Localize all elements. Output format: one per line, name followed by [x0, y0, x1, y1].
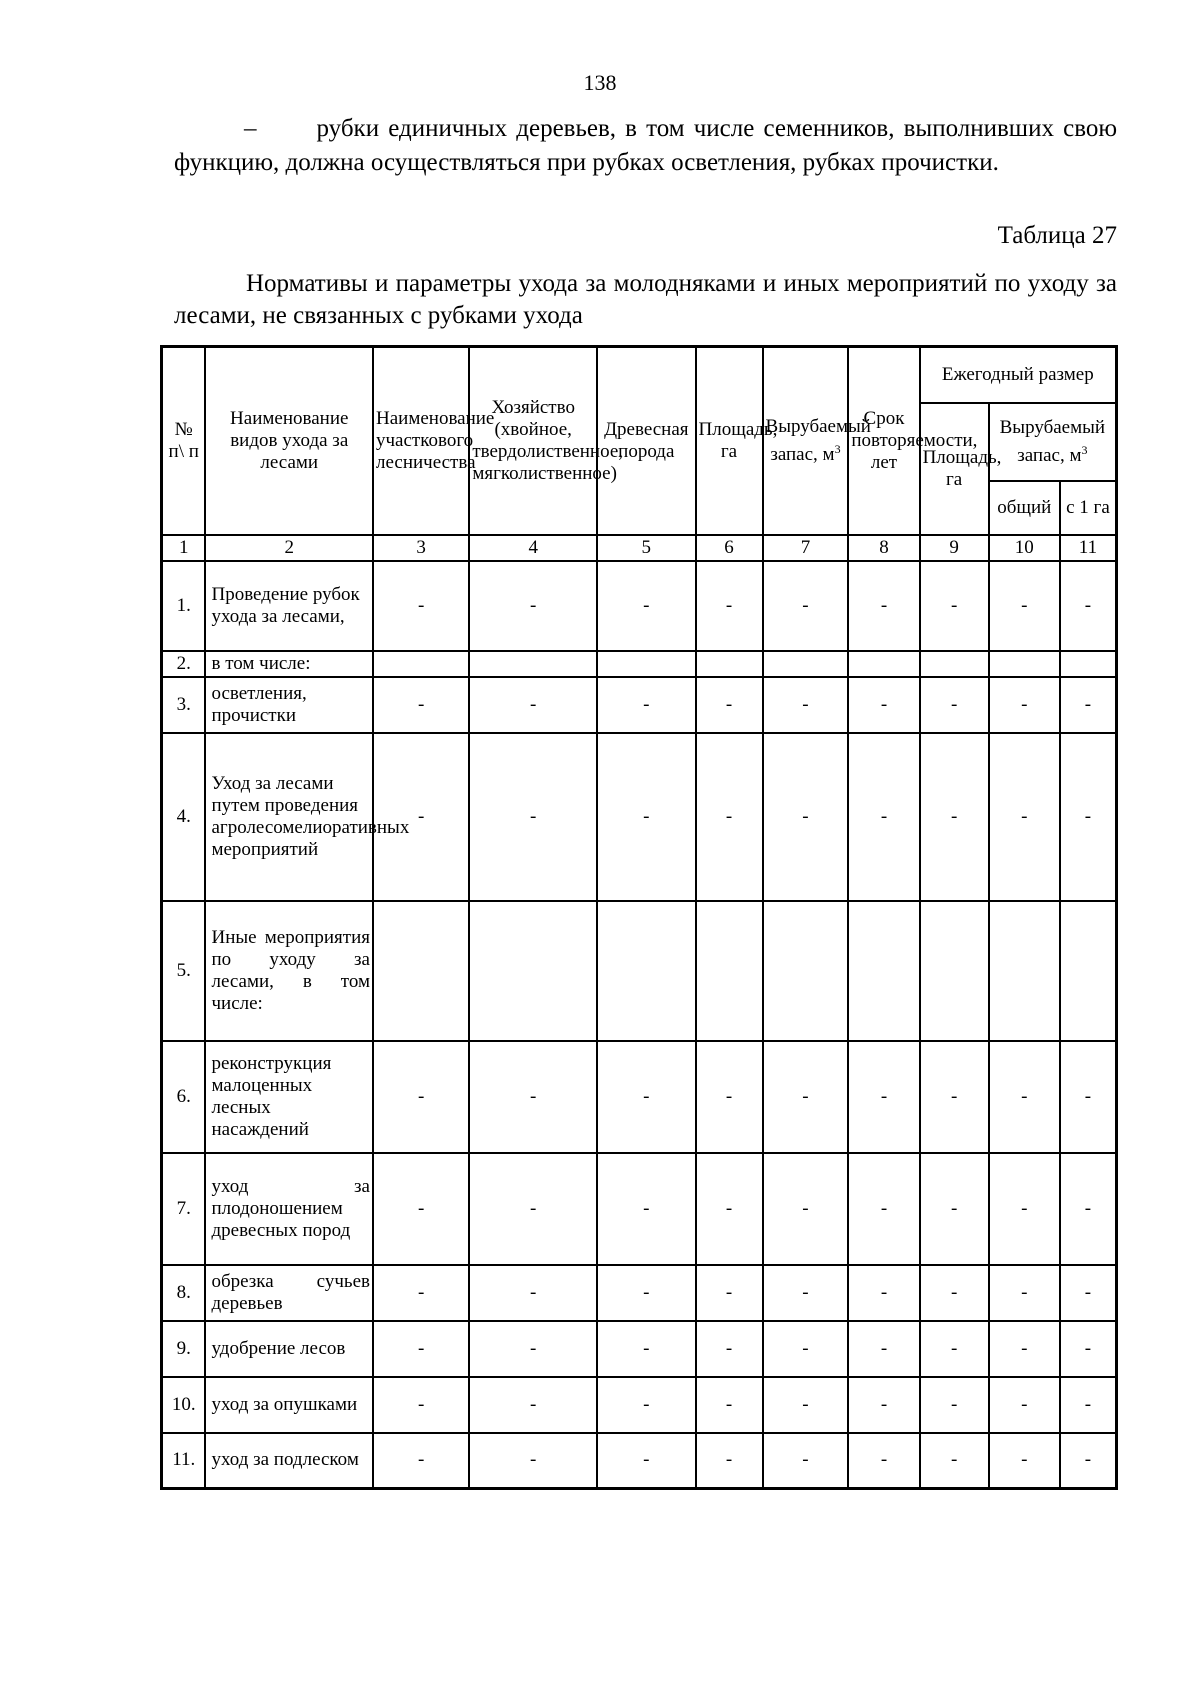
- row-value: [920, 901, 989, 1041]
- row-value: [469, 901, 597, 1041]
- row-value: -: [848, 1265, 919, 1321]
- row-value: -: [763, 1377, 849, 1433]
- row-number: 7.: [162, 1153, 206, 1265]
- row-value: -: [763, 1433, 849, 1489]
- row-name: удобрение лесов: [205, 1321, 373, 1377]
- row-value: -: [1060, 1265, 1117, 1321]
- row-value: -: [696, 1041, 763, 1153]
- row-value: -: [763, 1041, 849, 1153]
- header-volume: Вырубаемый запас, $м^3$: [763, 347, 849, 535]
- row-number: 5.: [162, 901, 206, 1041]
- row-number: 8.: [162, 1265, 206, 1321]
- row-value: -: [597, 1041, 695, 1153]
- row-value: -: [1060, 1041, 1117, 1153]
- row-value: -: [1060, 733, 1117, 901]
- row-name: Иные мероприятия по уходу за лесами, в том числе:: [205, 901, 373, 1041]
- table-row: [162, 1265, 1117, 1321]
- column-number: 10: [989, 535, 1060, 561]
- row-value: -: [469, 1265, 597, 1321]
- row-value: -: [1060, 1153, 1117, 1265]
- row-value: -: [696, 1433, 763, 1489]
- row-value: -: [597, 677, 695, 733]
- row-value: -: [597, 1153, 695, 1265]
- row-value: [763, 651, 849, 677]
- row-value: -: [920, 561, 989, 651]
- row-value: -: [763, 677, 849, 733]
- table-row: [162, 1377, 1117, 1433]
- row-value: [696, 651, 763, 677]
- row-value: [373, 901, 469, 1041]
- row-value: -: [920, 1041, 989, 1153]
- row-value: -: [597, 1433, 695, 1489]
- header-per-ha: с 1 га: [1060, 481, 1117, 535]
- column-number: 7: [763, 535, 849, 561]
- row-value: [920, 651, 989, 677]
- row-value: -: [696, 677, 763, 733]
- column-number: 1: [162, 535, 206, 561]
- row-value: -: [696, 1265, 763, 1321]
- row-value: [597, 651, 695, 677]
- row-number: 1.: [162, 561, 206, 651]
- row-value: [1060, 901, 1117, 1041]
- row-value: -: [373, 1041, 469, 1153]
- row-value: -: [989, 1265, 1060, 1321]
- table-caption: Нормативы и параметры ухода за молодняками и иных мероприятий по уходу за лесами, не связанных с рубками ухода: [174, 270, 1117, 329]
- row-value: -: [373, 733, 469, 901]
- column-number: 11: [1060, 535, 1117, 561]
- row-name: в том числе:: [205, 651, 373, 677]
- row-value: -: [848, 1153, 919, 1265]
- table-row: [162, 677, 1117, 733]
- row-value: [469, 651, 597, 677]
- row-value: -: [920, 1153, 989, 1265]
- row-value: -: [696, 733, 763, 901]
- row-value: [848, 901, 919, 1041]
- header-forestry: Наименование участкового лесничества: [373, 347, 469, 535]
- row-value: -: [597, 561, 695, 651]
- row-value: -: [848, 677, 919, 733]
- row-value: [597, 901, 695, 1041]
- row-value: -: [848, 733, 919, 901]
- header-area: Площадь, га: [696, 347, 763, 535]
- row-value: -: [597, 1321, 695, 1377]
- row-value: -: [469, 1041, 597, 1153]
- intro-paragraph: [174, 112, 1117, 180]
- row-value: -: [373, 561, 469, 651]
- row-value: -: [763, 1153, 849, 1265]
- row-value: -: [848, 1041, 919, 1153]
- header-period: Срок повторяемости, лет: [848, 347, 919, 535]
- row-value: [848, 651, 919, 677]
- row-value: -: [696, 1321, 763, 1377]
- row-number: 11.: [162, 1433, 206, 1489]
- table-label: Таблица 27: [997, 222, 1117, 249]
- page-number: 138: [583, 70, 617, 95]
- row-value: -: [696, 1377, 763, 1433]
- row-value: -: [469, 733, 597, 901]
- row-name: уход за подлеском: [205, 1433, 373, 1489]
- table-row: [162, 1321, 1117, 1377]
- row-value: -: [469, 677, 597, 733]
- header-num: № п\ п: [162, 347, 206, 535]
- row-name: уход за опушками: [205, 1377, 373, 1433]
- header-kind: Наименование видов ухода за лесами: [205, 347, 373, 535]
- table-row: [162, 1041, 1117, 1153]
- row-name: уход за плодоношением древесных пород: [205, 1153, 373, 1265]
- row-value: -: [848, 561, 919, 651]
- row-value: -: [373, 1153, 469, 1265]
- row-value: -: [597, 1377, 695, 1433]
- row-value: -: [989, 677, 1060, 733]
- row-value: -: [696, 561, 763, 651]
- header-annual-area: Площадь, га: [920, 403, 989, 535]
- table-row: [162, 901, 1117, 1041]
- row-value: -: [469, 1153, 597, 1265]
- row-value: -: [469, 561, 597, 651]
- table-row: [162, 733, 1117, 901]
- column-number: 8: [848, 535, 919, 561]
- column-number: 2: [205, 535, 373, 561]
- intro-dash: –: [244, 115, 257, 142]
- row-value: -: [920, 677, 989, 733]
- row-number: 3.: [162, 677, 206, 733]
- row-value: -: [848, 1433, 919, 1489]
- row-value: -: [989, 1433, 1060, 1489]
- row-value: -: [989, 1321, 1060, 1377]
- table-body: [162, 561, 1117, 1489]
- column-numbers-row: [162, 535, 1117, 561]
- row-value: -: [989, 1377, 1060, 1433]
- row-value: -: [469, 1433, 597, 1489]
- row-number: 2.: [162, 651, 206, 677]
- norms-table: [160, 345, 1118, 1490]
- header-species: Древесная порода: [597, 347, 695, 535]
- row-number: 6.: [162, 1041, 206, 1153]
- row-value: [373, 651, 469, 677]
- row-value: -: [763, 733, 849, 901]
- row-value: -: [989, 1041, 1060, 1153]
- row-value: -: [373, 677, 469, 733]
- row-number: 10.: [162, 1377, 206, 1433]
- row-value: -: [597, 733, 695, 901]
- column-number: 6: [696, 535, 763, 561]
- row-value: -: [989, 1153, 1060, 1265]
- row-value: -: [373, 1321, 469, 1377]
- column-number: 3: [373, 535, 469, 561]
- row-name: Проведение рубок ухода за лесами,: [205, 561, 373, 651]
- row-name: осветления, прочистки: [205, 677, 373, 733]
- row-value: -: [1060, 561, 1117, 651]
- row-number: 4.: [162, 733, 206, 901]
- row-value: -: [597, 1265, 695, 1321]
- row-name: Уход за лесами путем проведения агролесомелиоративных мероприятий: [205, 733, 373, 901]
- row-value: [989, 901, 1060, 1041]
- row-value: [989, 651, 1060, 677]
- header-annual-volume: Вырубаемый запас, $м^3$: [989, 403, 1117, 481]
- header-total: общий: [989, 481, 1060, 535]
- row-value: -: [920, 1377, 989, 1433]
- row-name: обрезка сучьев деревьев: [205, 1265, 373, 1321]
- row-value: -: [1060, 1377, 1117, 1433]
- intro-text: рубки единичных деревьев, в том числе семенников, выполнивших свою функцию, должна осуществляться при рубках осветления, рубках прочистки.: [174, 115, 1117, 176]
- row-value: -: [373, 1433, 469, 1489]
- row-value: -: [763, 1321, 849, 1377]
- row-value: -: [848, 1377, 919, 1433]
- table-row: [162, 1433, 1117, 1489]
- row-value: -: [373, 1377, 469, 1433]
- table-row: [162, 561, 1117, 651]
- row-value: -: [989, 733, 1060, 901]
- row-value: -: [848, 1321, 919, 1377]
- column-number: 5: [597, 535, 695, 561]
- row-value: -: [763, 1265, 849, 1321]
- row-value: -: [920, 1265, 989, 1321]
- row-value: [696, 901, 763, 1041]
- row-number: 9.: [162, 1321, 206, 1377]
- row-value: -: [920, 1433, 989, 1489]
- row-value: -: [920, 1321, 989, 1377]
- header-farm: Хозяйство (хвойное, твердолиственное, мягколиственное): [469, 347, 597, 535]
- table-row: [162, 651, 1117, 677]
- row-name: реконструкция малоценных лесных насаждений: [205, 1041, 373, 1153]
- row-value: [1060, 651, 1117, 677]
- column-number: 4: [469, 535, 597, 561]
- row-value: [763, 901, 849, 1041]
- row-value: -: [920, 733, 989, 901]
- row-value: -: [1060, 1321, 1117, 1377]
- row-value: -: [1060, 1433, 1117, 1489]
- row-value: -: [989, 561, 1060, 651]
- row-value: -: [469, 1377, 597, 1433]
- row-value: -: [696, 1153, 763, 1265]
- column-number: 9: [920, 535, 989, 561]
- row-value: -: [469, 1321, 597, 1377]
- row-value: -: [763, 561, 849, 651]
- table-row: [162, 1153, 1117, 1265]
- header-annual: Ежегодный размер: [920, 347, 1117, 403]
- row-value: -: [1060, 677, 1117, 733]
- row-value: -: [373, 1265, 469, 1321]
